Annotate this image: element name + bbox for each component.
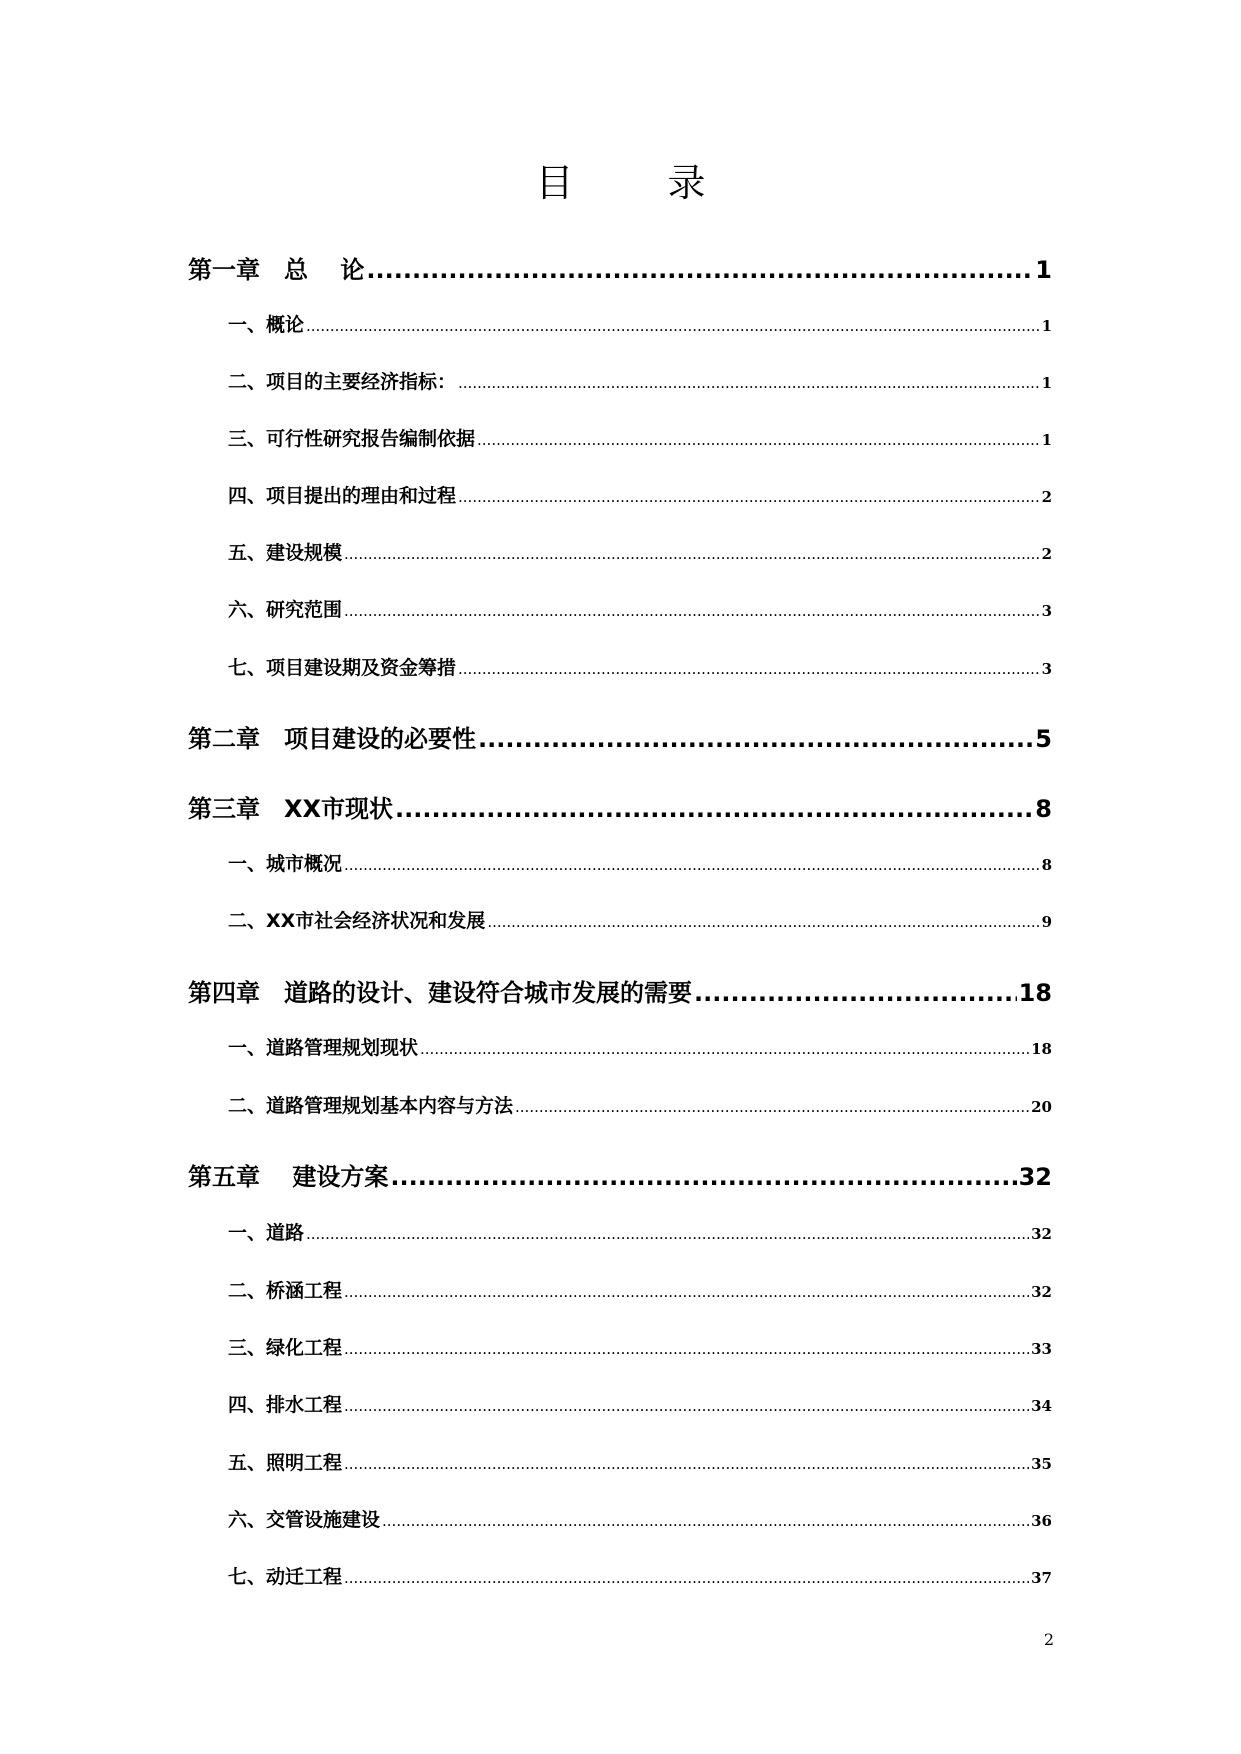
toc-entry-label: 二、项目的主要经济指标：: [228, 371, 457, 393]
toc-entry-label: 二、桥涵工程: [228, 1280, 343, 1302]
toc-entry-page: 34: [1031, 1397, 1052, 1415]
toc-entry-page: 2: [1041, 545, 1052, 563]
toc-entry-section[interactable]: [228, 1333, 1052, 1359]
toc-entry-section[interactable]: [228, 310, 1052, 336]
toc-entry-label: 一、概论: [228, 314, 305, 336]
toc-entry-page: 2: [1041, 488, 1052, 506]
toc-leader-dots: [458, 488, 1040, 506]
toc-entry-label: 五、照明工程: [228, 1452, 343, 1474]
toc-entry-section[interactable]: [228, 481, 1052, 507]
toc-leader-dots: [306, 317, 1040, 335]
toc-entry-label: 七、动迁工程: [228, 1566, 343, 1588]
toc-entry-section[interactable]: [228, 538, 1052, 564]
toc-entry-label: 三、可行性研究报告编制依据: [228, 428, 476, 450]
toc-leader-dots: [344, 1569, 1029, 1587]
toc-leader-dots: [366, 256, 1033, 284]
toc-entry-page: 8: [1041, 856, 1052, 874]
toc-entry-section[interactable]: [228, 1562, 1052, 1588]
toc-entry-page: 37: [1031, 1569, 1052, 1587]
toc-entry-section[interactable]: [228, 367, 1052, 393]
toc-entry-label: 一、道路管理规划现状: [228, 1037, 419, 1059]
toc-entry-chapter-2[interactable]: [188, 719, 1052, 751]
toc-entry-label: 二、道路管理规划基本内容与方法: [228, 1095, 514, 1117]
toc-entry-section[interactable]: [228, 1276, 1052, 1302]
toc-leader-dots: [515, 1098, 1029, 1116]
toc-entry-section[interactable]: [228, 906, 1052, 932]
toc-entry-label: 一、道路: [228, 1222, 305, 1244]
toc-entry-page: 1: [1041, 317, 1052, 335]
toc-leader-dots: [694, 979, 1017, 1007]
toc-entry-label: 第五章 建设方案: [188, 1163, 389, 1191]
toc-leader-dots: [344, 602, 1040, 620]
toc-entry-page: 32: [1018, 1163, 1052, 1191]
toc-entry-label: 二、XX市社会经济状况和发展: [228, 910, 486, 932]
toc-leader-dots: [390, 1163, 1016, 1191]
toc-entry-page: 18: [1031, 1040, 1052, 1058]
toc-entry-page: 35: [1031, 1455, 1052, 1473]
page-title: 目 录: [535, 161, 734, 205]
toc-entry-section[interactable]: [228, 424, 1052, 450]
toc-entry-chapter-3[interactable]: [188, 789, 1052, 821]
toc-leader-dots: [458, 374, 1040, 392]
toc-entry-section[interactable]: [228, 1448, 1052, 1474]
toc-entry-label: 七、项目建设期及资金筹措: [228, 657, 457, 679]
toc-leader-dots: [344, 856, 1040, 874]
toc-entry-label: 六、交管设施建设: [228, 1509, 381, 1531]
toc-entry-label: 第四章 道路的设计、建设符合城市发展的需要: [188, 979, 692, 1007]
toc-leader-dots: [344, 1397, 1029, 1415]
toc-leader-dots: [344, 1340, 1029, 1358]
toc-leader-dots: [344, 1455, 1029, 1473]
toc-leader-dots: [395, 795, 1033, 823]
toc-entry-chapter-4[interactable]: [188, 973, 1052, 1005]
toc-leader-dots: [458, 660, 1040, 678]
toc-entry-section[interactable]: [228, 849, 1052, 875]
toc-entry-label: 第三章 XX市现状: [188, 795, 394, 823]
toc-leader-dots: [344, 545, 1040, 563]
toc-entry-label: 第一章 总 论: [188, 256, 365, 284]
toc-entry-page: 20: [1031, 1098, 1052, 1116]
toc-leader-dots: [382, 1512, 1029, 1530]
toc-entry-page: 9: [1041, 913, 1052, 931]
toc-entry-section[interactable]: [228, 1091, 1052, 1117]
toc-entry-page: 1: [1035, 256, 1052, 284]
toc-entry-page: 1: [1041, 431, 1052, 449]
toc-entry-label: 一、城市概况: [228, 853, 343, 875]
toc-leader-dots: [477, 431, 1040, 449]
toc-leader-dots: [478, 725, 1033, 753]
toc-entry-page: 1: [1041, 374, 1052, 392]
toc-entry-page: 32: [1031, 1225, 1052, 1243]
toc-leader-dots: [487, 913, 1039, 931]
toc-entry-page: 32: [1031, 1283, 1052, 1301]
toc-entry-section[interactable]: [228, 653, 1052, 679]
page-number: 2: [1043, 1630, 1054, 1649]
toc-entry-section[interactable]: [228, 1033, 1052, 1059]
toc-entry-label: 四、排水工程: [228, 1394, 343, 1416]
toc-entry-label: 第二章 项目建设的必要性: [188, 725, 476, 753]
toc-leader-dots: [306, 1225, 1029, 1243]
toc-entry-section[interactable]: [228, 1505, 1052, 1531]
toc-entry-label: 六、研究范围: [228, 599, 343, 621]
toc-entry-label: 五、建设规模: [228, 542, 343, 564]
toc-entry-label: 四、项目提出的理由和过程: [228, 485, 457, 507]
toc-entry-chapter-1[interactable]: [188, 250, 1052, 282]
toc-entry-page: 3: [1041, 602, 1052, 620]
toc-entry-label: 三、绿化工程: [228, 1337, 343, 1359]
toc-leader-dots: [420, 1040, 1029, 1058]
toc-leader-dots: [344, 1283, 1029, 1301]
toc-entry-page: 18: [1018, 979, 1052, 1007]
toc-entry-page: 5: [1035, 725, 1052, 753]
toc-entry-section[interactable]: [228, 1390, 1052, 1416]
toc-entry-page: 36: [1031, 1512, 1052, 1530]
toc-entry-section[interactable]: [228, 595, 1052, 621]
toc-entry-page: 8: [1035, 795, 1052, 823]
toc-entry-page: 3: [1041, 660, 1052, 678]
toc-entry-page: 33: [1031, 1340, 1052, 1358]
toc-entry-chapter-5[interactable]: [188, 1157, 1052, 1189]
toc-entry-section[interactable]: [228, 1218, 1052, 1244]
